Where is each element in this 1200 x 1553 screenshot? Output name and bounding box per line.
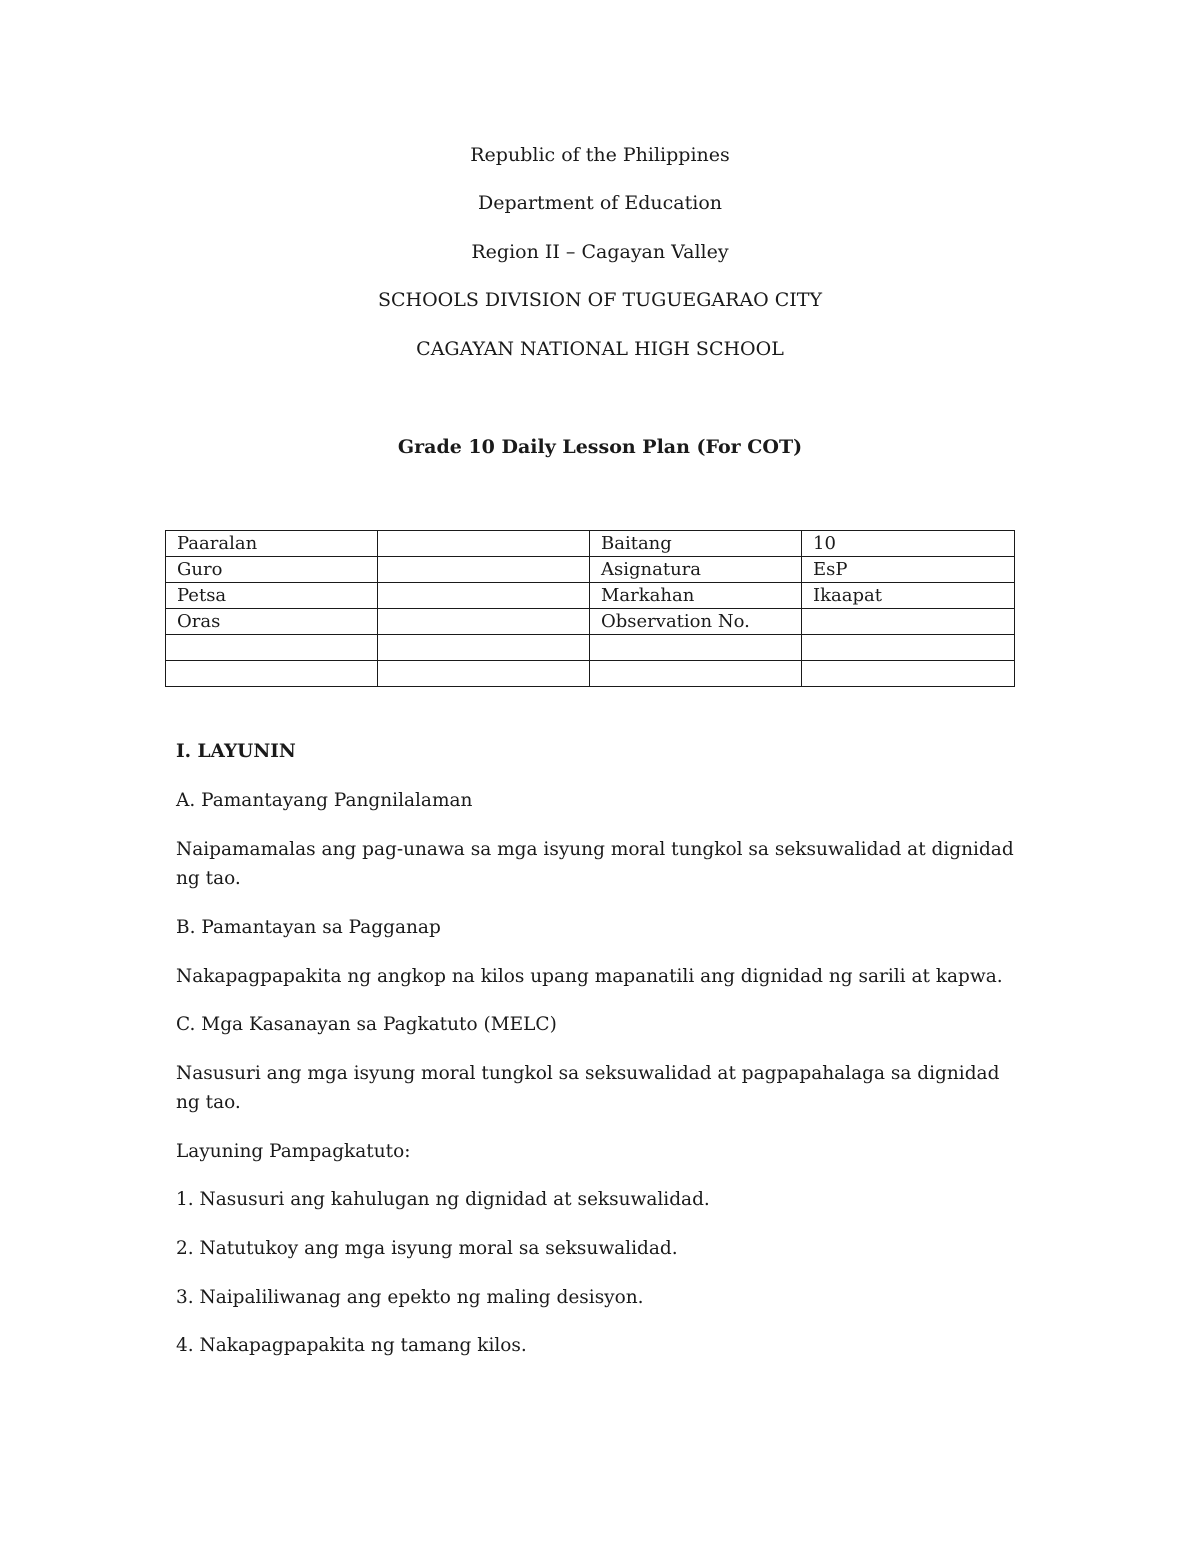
table-cell: [802, 609, 1015, 635]
table-cell: [378, 661, 590, 687]
table-row: [166, 609, 1015, 635]
section-heading-layunin: I. LAYUNIN: [176, 741, 296, 762]
table-cell: [166, 635, 378, 661]
table-cell: Markahan: [590, 583, 802, 609]
table-cell: Asignatura: [590, 557, 802, 583]
heading-pamantayan-sa-pagganap: B. Pamantayan sa Pagganap: [176, 917, 441, 938]
objective-item: 1. Nasusuri ang kahulugan ng dignidad at seksuwalidad.: [176, 1189, 710, 1210]
objective-item: 4. Nakapagpapakita ng tamang kilos.: [176, 1335, 527, 1356]
heading-kasanayan-sa-pagkatuto: C. Mga Kasanayan sa Pagkatuto (MELC): [176, 1014, 557, 1035]
table-row: [166, 557, 1015, 583]
objective-item: 2. Natutukoy ang mga isyung moral sa seksuwalidad.: [176, 1238, 678, 1259]
document-title: Grade 10 Daily Lesson Plan (For COT): [397, 436, 803, 458]
text-kasanayan-sa-pagkatuto: Nasusuri ang mga isyung moral tungkol sa seksuwalidad at pagpapahalaga sa dignidad ng tao.: [176, 1063, 1000, 1113]
table-cell: [802, 635, 1015, 661]
header-division: SCHOOLS DIVISION OF TUGUEGARAO CITY: [377, 289, 823, 311]
header-department: Department of Education: [478, 192, 722, 214]
table-cell: EsP: [802, 557, 1015, 583]
table-cell: Petsa: [166, 583, 378, 609]
text-pamantayan-sa-pagganap: Nakapagpapakita ng angkop na kilos upang mapanatili ang dignidad ng sarili at kapwa.: [176, 966, 1003, 987]
table-cell: [590, 635, 802, 661]
table-row: [166, 661, 1015, 687]
table-cell: [378, 635, 590, 661]
lesson-info-table: [165, 530, 1015, 687]
objective-item: 3. Naipaliliwanag ang epekto ng maling desisyon.: [176, 1287, 644, 1308]
table-row: [166, 583, 1015, 609]
heading-layuning-pampagkatuto: Layuning Pampagkatuto:: [176, 1141, 411, 1162]
header-school: CAGAYAN NATIONAL HIGH SCHOOL: [416, 338, 784, 360]
table-cell: Observation No.: [590, 609, 802, 635]
table-cell: Oras: [166, 609, 378, 635]
header-region: Region II – Cagayan Valley: [471, 241, 729, 263]
table-cell: [590, 661, 802, 687]
table-row: [166, 531, 1015, 557]
table-cell: [802, 661, 1015, 687]
table-cell: 10: [802, 531, 1015, 557]
table-cell: [166, 661, 378, 687]
table-cell: [378, 531, 590, 557]
table-cell: [378, 557, 590, 583]
header-republic: Republic of the Philippines: [470, 144, 730, 166]
heading-pamantayang-pangnilalaman: A. Pamantayang Pangnilalaman: [176, 790, 473, 811]
table-cell: Ikaapat: [802, 583, 1015, 609]
table-cell: Guro: [166, 557, 378, 583]
table-cell: [378, 583, 590, 609]
table-cell: [378, 609, 590, 635]
text-pamantayang-pangnilalaman: Naipamamalas ang pag-unawa sa mga isyung moral tungkol sa seksuwalidad at dignidad ng tao.: [176, 839, 1014, 889]
table-row: [166, 635, 1015, 661]
table-cell: Baitang: [590, 531, 802, 557]
table-cell: Paaralan: [166, 531, 378, 557]
